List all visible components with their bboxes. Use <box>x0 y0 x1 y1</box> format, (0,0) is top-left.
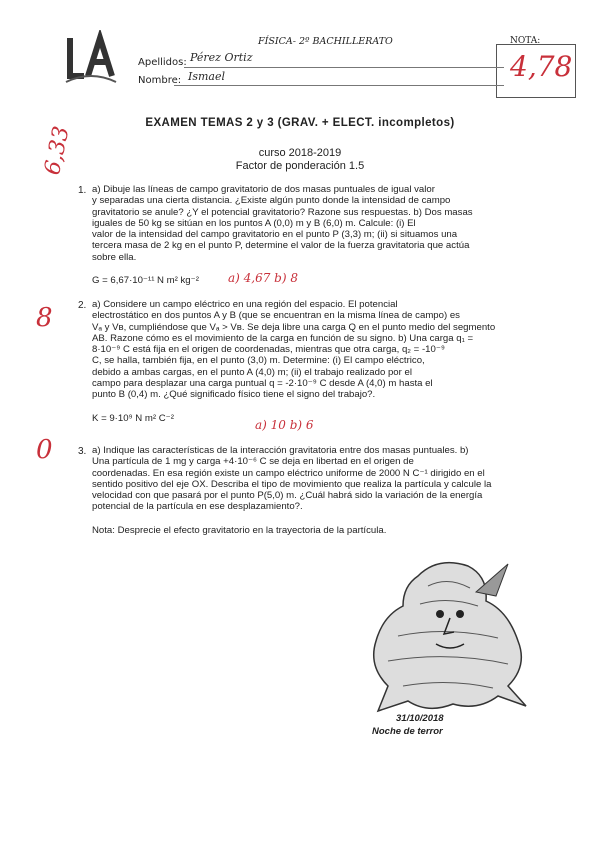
exam-date: 31/10/2018 <box>396 713 444 724</box>
question-3-score-mark: 0 <box>36 435 53 465</box>
question-2-score-mark: 8 <box>36 303 53 333</box>
question-1-text <box>92 184 556 263</box>
question-line: a) Dibuje las líneas de campo gravitatorio de dos masas puntuales de igual valor <box>92 184 435 195</box>
exam-year: curso 2018-2019 <box>258 147 342 159</box>
question-2-constant: K = 9·10⁹ N m² C⁻² <box>92 413 174 424</box>
question-line: iguales de 50 kg se sitúan en los puntos A (0,0) m y B (6,0) m. Calcule: (i) El <box>92 217 416 229</box>
grade-value: 4,78 <box>510 50 573 83</box>
grade-label: NOTA: <box>510 36 541 46</box>
question-3-number: 3. <box>78 446 87 457</box>
question-line: valor de la intensidad del campo gravitatorio en el punto P (3,3) m; (ii) si situamos una <box>92 229 458 241</box>
question-line: sobre ella. <box>92 251 137 263</box>
question-line: a) Considere un campo eléctrico en una región del espacio. El potencial <box>92 299 398 310</box>
question-line: coordenadas. En esa región existe un campo eléctrico uniforme de 2000 N C⁻¹ dirigido en el <box>92 467 485 479</box>
question-line: punto B (0,4) m. ¿Qué significado físico tiene el signo del trabajo?. <box>92 389 376 401</box>
surname-value: Pérez Ortiz <box>190 51 253 64</box>
surname-line <box>184 67 504 68</box>
question-line: potencial de la partícula en ese desplazamiento?. <box>92 501 303 513</box>
question-2-part-scores: a) 10 b) 6 <box>255 418 314 432</box>
question-1-number: 1. <box>78 185 87 196</box>
question-line: velocidad con que pasará por el punto P(5,0) m. ¿Cuál habrá sido la variación de la energía <box>92 490 483 502</box>
question-line: a) Indique las características de la interacción gravitatoria entre dos masas puntuales. b) <box>92 445 469 456</box>
question-line: debido a ambas cargas, en el punto A (4,0) m; (ii) el trabajo realizado por el <box>92 366 412 378</box>
question-line: C, se halla, también fija, en el punto (3,0) m. Determine: (i) El campo eléctrico, <box>92 355 425 367</box>
question-line: 8·10⁻⁹ C está fija en el origen de coordenadas, mientras que otra carga, q₂ = -10⁻⁹ <box>92 344 445 356</box>
question-3-text <box>92 445 556 513</box>
illustration-caption: Noche de terror <box>372 726 443 737</box>
question-line: electrostático en dos puntos A y B (que se encuentran en la misma línea de campo) es <box>92 310 460 322</box>
name-value: Ismael <box>188 70 226 83</box>
question-line: y separadas una cierta distancia. ¿Existe algún punto donde la intensidad de campo <box>92 195 451 207</box>
exam-title: EXAMEN TEMAS 2 y 3 (GRAV. + ELECT. incompletos) <box>145 117 455 129</box>
question-line: campo para desplazar una carga puntual q = -2·10⁻⁹ C desde A (4,0) m hasta el <box>92 378 433 390</box>
name-line <box>174 85 504 86</box>
name-label: Nombre: <box>138 75 182 86</box>
question-line: Vₐ y Vʙ, cumpliéndose que Vₐ > Vʙ. Se deja libre una carga Q en el punto medio del segmento <box>92 321 496 333</box>
school-logo <box>62 30 120 92</box>
witch-illustration <box>358 556 534 716</box>
question-line: gravitatorio se anule? ¿Y el potencial gravitatorio? Razone sus respuestas. b) Dos masas <box>92 206 473 218</box>
question-line: Una partícula de 1 mg y carga +4·10⁻⁶ C se deja en libertad en el origen de <box>92 456 414 468</box>
surname-label: Apellidos: <box>138 57 187 68</box>
question-2-number: 2. <box>78 300 87 311</box>
question-1-part-scores: a) 4,67 b) 8 <box>228 271 298 285</box>
question-2-text <box>92 299 556 401</box>
question-line: AB. Razone cómo es el movimiento de la carga en función de su signo. b) Una carga q₁ = <box>92 332 474 344</box>
weighting-factor: Factor de ponderación 1.5 <box>235 160 365 172</box>
question-1-constant: G = 6,67·10⁻¹¹ N m² kg⁻² <box>92 275 199 286</box>
question-line: tercera masa de 2 kg en el punto P, determine el valor de la fuerza gravitatoria que actúa <box>92 240 470 252</box>
question-3-note: Nota: Desprecie el efecto gravitatorio en la trayectoria de la partícula. <box>92 525 387 536</box>
course-line: FÍSICA- 2º BACHILLERATO <box>258 36 393 47</box>
question-1-score-mark: 6,33 <box>40 124 75 178</box>
question-line: sentido positivo del eje OX. Describa el tipo de movimiento que realiza la partícula y calcule la <box>92 478 492 490</box>
